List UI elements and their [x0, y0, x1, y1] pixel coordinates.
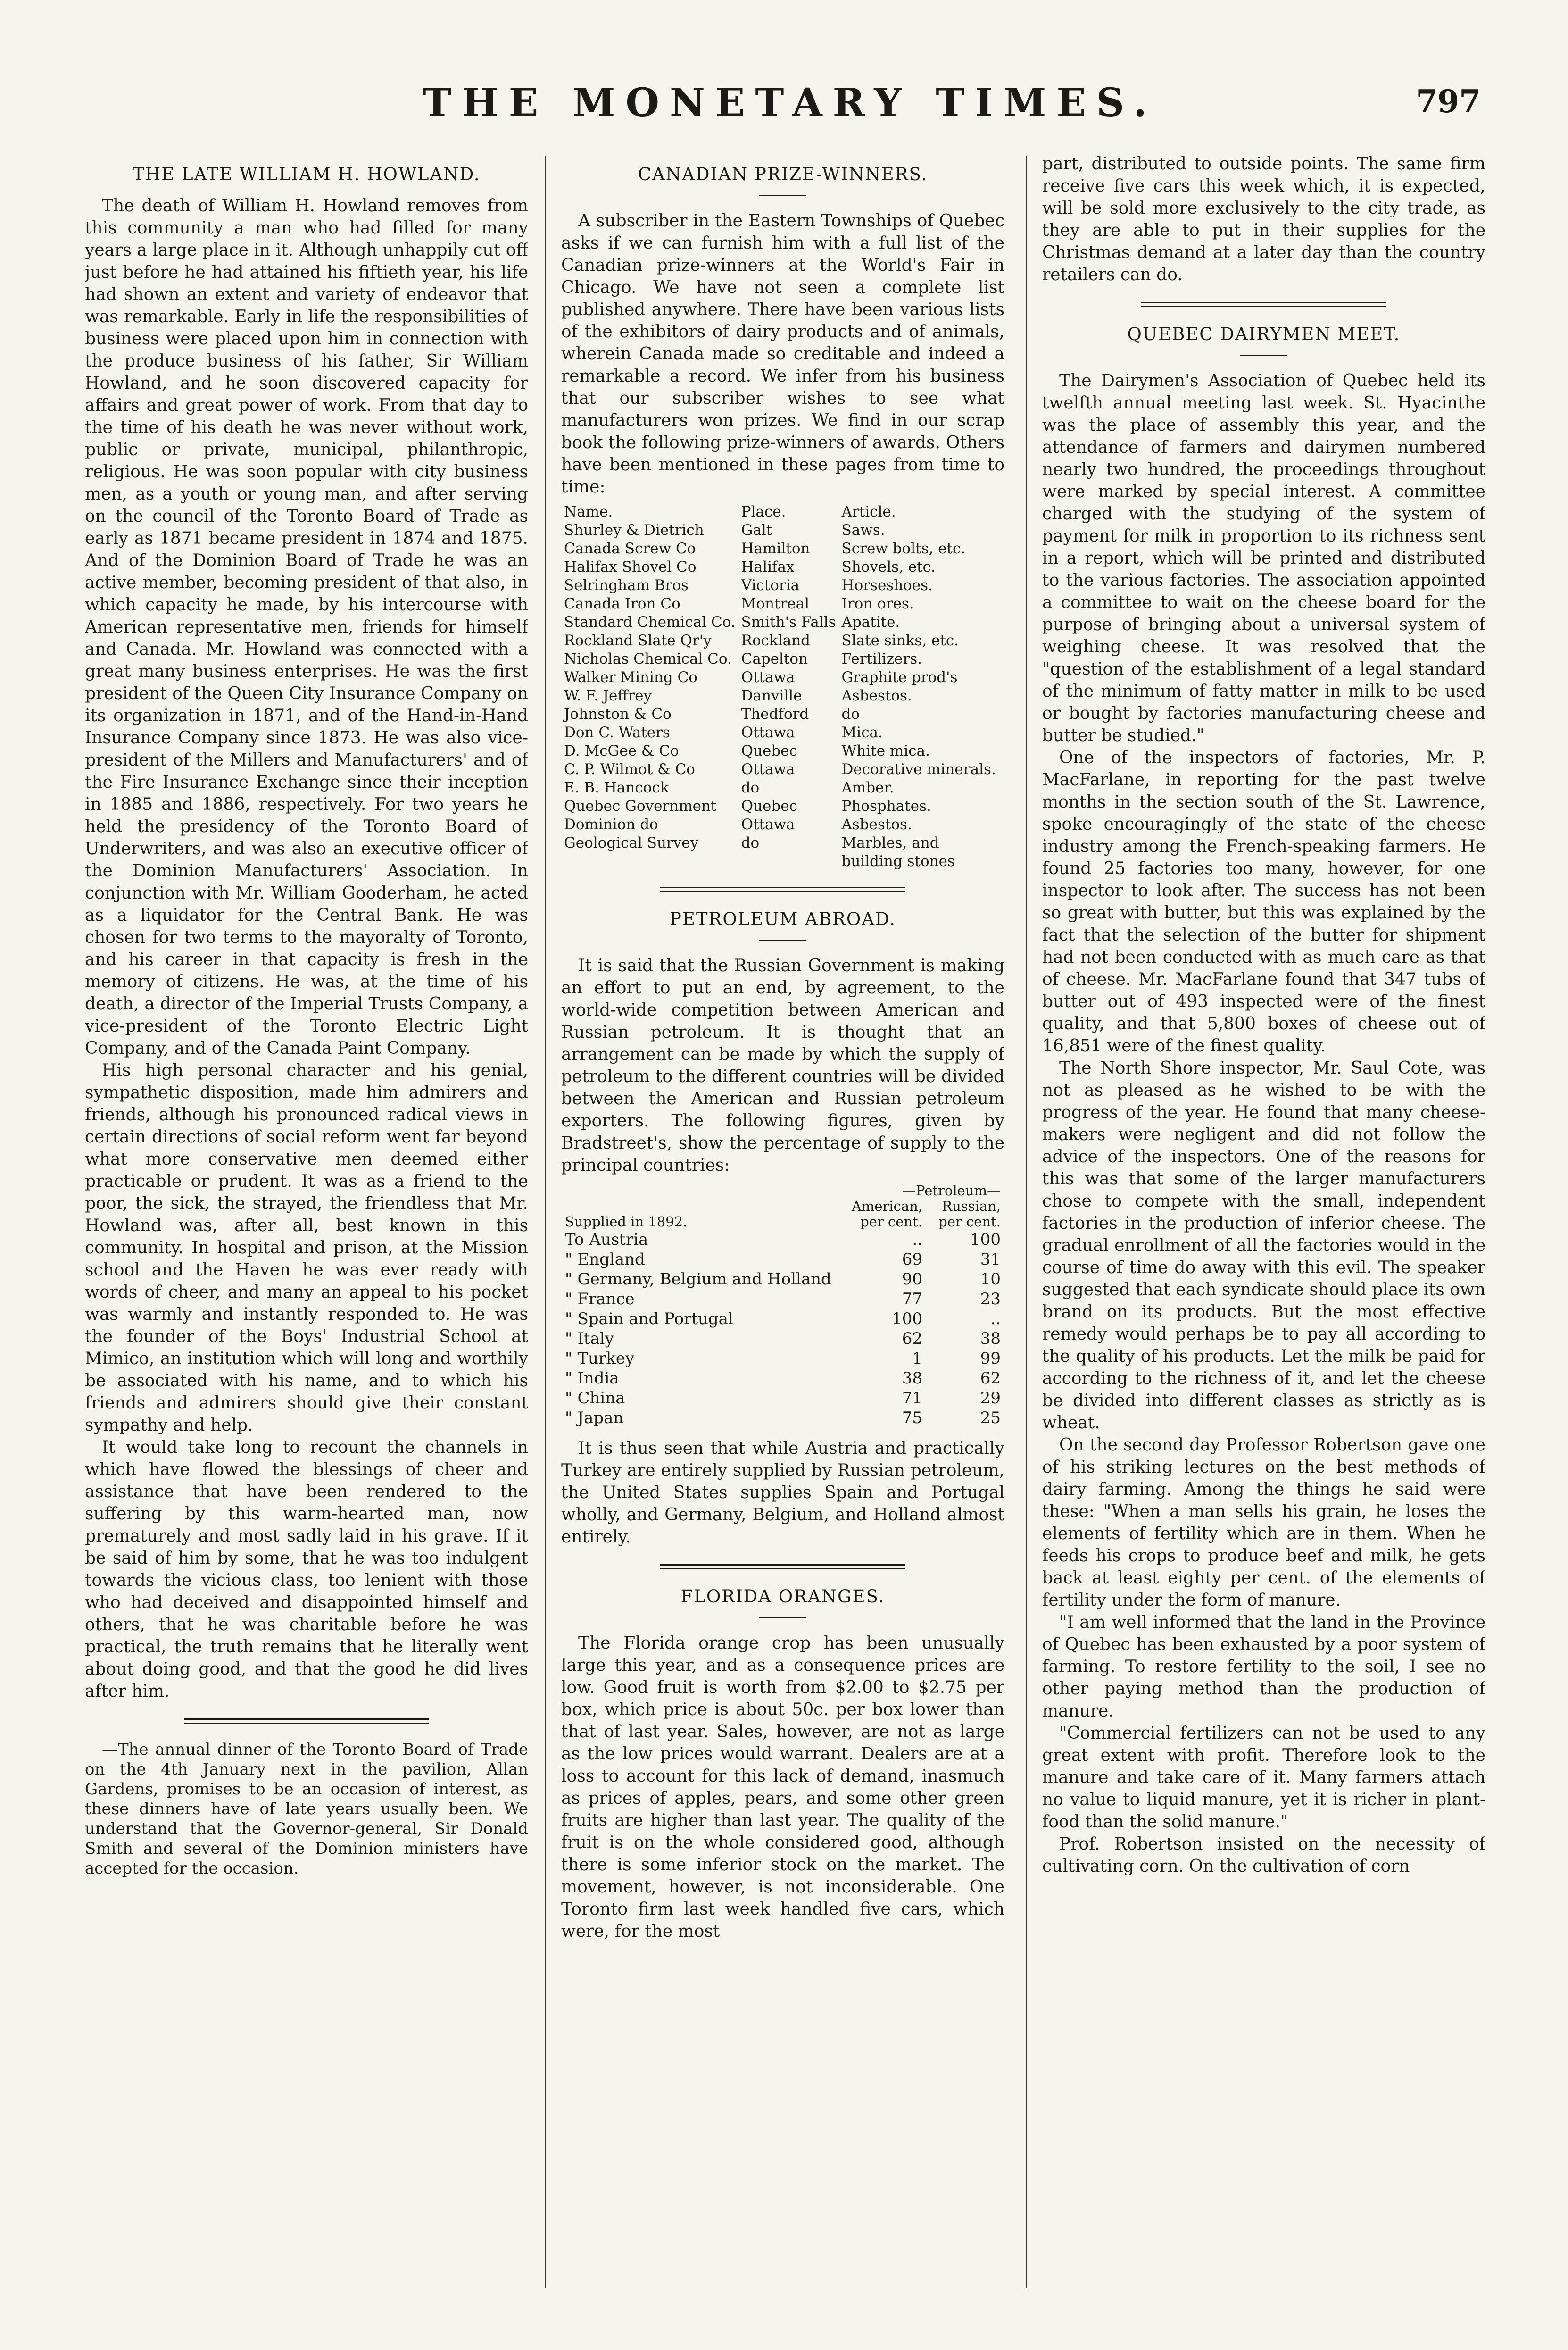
country-cell: " India — [565, 1369, 619, 1388]
florida-paragraph: The Florida orange crop has been unusually large this year, and as a consequence prices are low. Good fruit is worth from $2.00 to $2.75 per box, which price is about 50c. per box lower than that of last year. Sales, however, are not as large as the low prices would warrant. Dealers are at a loss to account for this lack of demand, inasmuch as prices of apples, pears, and some other green fruits are higher than last year. The quality of the fruit is on the whole considered good, although there is some inferior stock on the market. The movement, however, is not inconsiderable. One Toronto firm last week handled five cars, which were, for the most — [561, 1633, 1004, 1941]
country-cell: " Germany, Belgium and Holland — [565, 1270, 831, 1289]
winner-place: Victoria — [741, 577, 800, 594]
winner-name: Standard Chemical Co. — [564, 614, 736, 631]
howland-paragraph: The death of William H. Howland removes from this community a man who had filled for many years a large place in it. Although unhappily cut off just before he had attained his fiftieth year, his life had shown an extent and variety of endeavor that was remarkable. Early in life the responsibilities of business were placed upon him in connection with the produce business of his father, Sir William Howland, and he soon discovered capacity for affairs and great power of work. From that day to the time of his death he was never without work, public or private, municipal, philanthropic, religious. He was soon popular with city business men, as a youth or young man, and after serving on the council of the Toronto Board of Trade as early as 1871 became president in 1874 and 1875. And of the Dominion Board of Trade he was an active member, becoming president of that also, in which capacity he made, by his intercourse with American representative men, friends for himself and Canada. Mr. Howland was connected with a great many business enterprises. He was the first president of the Queen City Insurance Company on its organization in 1871, and of the Hand-in-Hand Insurance Company since 1873. He was also vice-president of the Millers and Manufacturers' and of the Fire Insurance Exchange since their inception in 1885 and 1886, respectively. For two years he held the presidency of the Toronto Board of Underwriters, and was also an executive officer of the Dominion Manufacturers' Association. In conjunction with Mr. William Gooderham, he acted as a liquidator for the Central Bank. He was chosen for two terms to the mayoralty of Toronto, and his career in that capacity is fresh in the memory of citizens. He was, at the time of his death, a director of the Imperial Trusts Company, a vice-president of the Toronto Electric Light Company, and of the Canada Paint Company. — [85, 196, 528, 1058]
winner-place: Halifax — [741, 558, 795, 575]
table-row — [561, 779, 1004, 797]
winner-place: Galt — [741, 522, 772, 539]
table-header: Place. — [741, 503, 786, 520]
winner-article: Fertilizers. — [841, 650, 922, 667]
winner-place: Thedford — [741, 706, 809, 723]
winner-name: W. F. Jeffrey — [564, 687, 652, 704]
column-3 — [1042, 151, 1485, 2292]
winner-article: Iron ores. — [841, 595, 914, 612]
country-cell: " France — [565, 1290, 635, 1308]
table-row — [561, 816, 1004, 834]
table-row — [561, 687, 1004, 705]
winner-place: Quebec — [741, 742, 797, 759]
winner-place: do — [741, 834, 760, 851]
section-separator — [1141, 302, 1386, 307]
winner-place: Rockland — [741, 632, 810, 649]
american-cell: 71 — [902, 1389, 922, 1408]
russian-cell: 62 — [980, 1369, 1001, 1388]
winner-article: Slate sinks, etc. — [841, 632, 959, 649]
winner-article: Marbles, and building stones — [841, 834, 955, 870]
winner-name: Geological Survey — [564, 834, 699, 851]
florida-heading: FLORIDA ORANGES. — [680, 1586, 885, 1607]
quebec-heading: QUEBEC DAIRYMEN MEET. — [1127, 324, 1401, 344]
american-cell: 77 — [902, 1290, 922, 1308]
russian-cell: 31 — [980, 1250, 1001, 1269]
winner-place: Hamilton — [741, 540, 810, 557]
heading-rule — [759, 940, 806, 941]
table-row — [561, 705, 1004, 724]
table-row — [561, 521, 1004, 540]
russian-cell: 25 — [980, 1408, 1001, 1427]
table-header: American, per cent. — [851, 1198, 922, 1230]
section-separator — [660, 1564, 905, 1569]
country-cell: " Italy — [565, 1329, 614, 1348]
american-cell: 75 — [902, 1408, 922, 1427]
winner-place: Montreal — [741, 595, 810, 612]
table-row — [561, 1408, 1004, 1428]
quebec-paragraph: Prof. Robertson insisted on the necessity of cultivating corn. On the cultivation of corn — [1042, 1834, 1485, 1876]
column-2 — [561, 151, 1004, 2292]
winner-place: Ottawa — [741, 761, 795, 778]
winner-place: Smith's Falls — [741, 614, 836, 631]
prize-paragraph: A subscriber in the Eastern Townships of Quebec asks if we can furnish him with a full list of the Canadian prize-winners at the World's Fair in Chicago. We have not seen a complete list published anywhere. There have been various lists of the exhibitors of dairy products and of animals, wherein Canada made so creditable and indeed a remarkable a record. We infer from his business that our subscriber wishes to see what manufacturers won prizes. We find in our scrap book the following prize-winners of awards. Others have been mentioned in these pages from time to time: — [561, 211, 1004, 497]
winner-article: Asbestos. — [841, 687, 912, 704]
winner-article: Shovels, etc. — [841, 558, 936, 575]
winner-article: Screw bolts, etc. — [841, 540, 966, 557]
table-header: Article. — [841, 503, 896, 520]
howland-paragraph: His high personal character and his genial, sympathetic disposition, made him admirers and friends, although his pronounced radical views in certain directions of social reform went far beyond what more conservative men deemed either practicable or prudent. It was as a friend to the poor, the sick, the strayed, the friendless that Mr. Howland was, after all, best known in this community. In hospital and prison, at the Mission school and the Haven he was ever ready with words of cheer, and many an appeal to his pocket was warmly and instantly responded to. He was the founder of the Boys' Industrial School at Mimico, an institution which will long and worthily be associated with his name, and to which his friends and admirers should give their constant sympathy and help. — [85, 1061, 528, 1435]
prize-winners-table — [561, 503, 1004, 871]
country-cell: To Austria — [565, 1230, 648, 1249]
section-separator — [660, 887, 905, 892]
table-row — [561, 1368, 1004, 1388]
heading-rule — [759, 195, 806, 196]
column-divider — [545, 156, 546, 2288]
russian-cell: 99 — [980, 1349, 1001, 1368]
winner-name: Canada Screw Co — [564, 540, 696, 557]
winner-place: Ottawa — [741, 816, 795, 833]
table-row — [561, 742, 1004, 760]
table-row — [561, 1289, 1004, 1309]
winner-name: D. McGee & Co — [564, 742, 679, 759]
american-cell: 90 — [902, 1270, 922, 1289]
russian-cell: 10 — [980, 1270, 1001, 1289]
country-cell: " China — [565, 1389, 625, 1408]
russian-cell: .. — [990, 1309, 1001, 1328]
board-of-trade-note: —The annual dinner of the Toronto Board of Trade on the 4th January next in the pavilion, Allan Gardens, promises to be an occasion of interest, as these dinners have of late years usually been. We understand that the Governor-general, Sir Donald Smith and several of the Dominion ministers have accepted for the occasion. — [85, 1740, 528, 1878]
masthead-title: THE MONETARY TIMES. — [423, 80, 1157, 125]
column-1 — [85, 151, 528, 2292]
russian-cell: 29 — [980, 1389, 1001, 1408]
masthead — [85, 80, 1495, 146]
page-number: 797 — [1416, 83, 1481, 120]
russian-cell: 38 — [980, 1329, 1001, 1348]
winner-place: Ottawa — [741, 724, 795, 741]
winner-place: Danville — [741, 687, 802, 704]
winner-article: Amber. — [841, 779, 894, 796]
table-row — [561, 576, 1004, 595]
table-row — [561, 558, 1004, 576]
winner-name: Dominion do — [564, 816, 658, 833]
petroleum-table — [561, 1183, 1004, 1428]
column-divider — [1026, 156, 1027, 2288]
table-row — [561, 668, 1004, 687]
winner-place: Ottawa — [741, 669, 795, 686]
winner-name: Walker Mining Co — [564, 669, 697, 686]
country-cell: " Turkey — [565, 1349, 635, 1368]
winner-place: Capelton — [741, 650, 808, 667]
section-separator — [184, 1718, 429, 1724]
table-row — [561, 1329, 1004, 1349]
petroleum-heading: PETROLEUM ABROAD. — [669, 909, 896, 929]
quebec-paragraph: The North Shore inspector, Mr. Saul Cote, was not as pleased as he wished to be with the progress of the year. He found that many cheese-makers were negligent and did not follow the advice of the inspectors. One of the reasons for this was that some of the larger manufacturers chose to compete with the small, independent factories in the production of inferior cheese. The gradual enrollment of all the factories would in the course of time do away with this evil. The speaker suggested that each syndicate should place its own brand on its products. But the most effective remedy would perhaps be to pay all according to the quality of his products. Let the milk be paid for according to the richness of it, and let the cheese be divided into different classes as strictly as is wheat. — [1042, 1058, 1485, 1433]
quebec-paragraph: On the second day Professor Robertson gave one of his striking lectures on the best methods of dairy farming. Among the things he said were these: "When a man sells his grain, he loses the elements of fertility which are in them. When he feeds his crops to produce beef and milk, he gets back at least eighty per cent. of the elements of fertility under the form of manure. — [1042, 1435, 1485, 1610]
winner-article: Decorative minerals. — [841, 761, 996, 778]
table-row — [561, 1250, 1004, 1269]
winner-name: Halifax Shovel Co — [564, 558, 697, 575]
quebec-paragraph: The Dairymen's Association of Quebec held its twelfth annual meeting last week. St. Hyacinthe was the place of assembly this year, and the attendance of farmers and dairymen numbered nearly two hundred, the proceedings throughout were marked by special interest. A committee charged with the studying of the system of payment for milk in proportion to its richness sent in a report, which will be printed and distributed to the various factories. The association appointed a committee to wait on the cheese board for the purpose of bringing about a universal system of weighing cheese. It was resolved that the "question of the establishment of a legal standard of the minimum of fatty matter in milk to be used or bought by factories manufacturing cheese and butter be studied." — [1042, 371, 1485, 745]
table-row — [561, 724, 1004, 742]
table-row — [561, 760, 1004, 779]
quebec-paragraph: One of the inspectors of factories, Mr. P. MacFarlane, in reporting for the past twelve months in the section south of the St. Lawrence, spoke encouragingly of the state of the cheese industry among the French-speaking farmers. He found 25 factories too many, however, for one inspector to look after. The success has not been so great with butter, but this was explained by the fact that the selection of the butter for shipment had not been conducted with as much care as that of cheese. Mr. MacFarlane found that 347 tubs of butter out of 493 inspected were of the finest quality, and that 5,800 boxes of cheese out of 16,851 were of the finest quality. — [1042, 748, 1485, 1056]
winner-article: do — [841, 706, 860, 723]
american-cell: 1 — [912, 1349, 922, 1368]
russian-cell: 100 — [970, 1230, 1001, 1249]
table-row — [561, 1349, 1004, 1368]
table-row — [561, 1269, 1004, 1289]
winner-article: Phosphates. — [841, 798, 931, 815]
quebec-paragraph: "Commercial fertilizers can not be used to any great extent with profit. Therefore look to the manure and take care of it. Many farmers attach no value to liquid manure, yet it is richer in plant-food than the solid manure." — [1042, 1724, 1485, 1832]
winner-article: Mica. — [841, 724, 883, 741]
table-row — [561, 540, 1004, 558]
winner-article: Saws. — [841, 522, 885, 539]
table-row — [561, 1388, 1004, 1408]
table-row — [561, 650, 1004, 668]
table-row — [561, 797, 1004, 816]
prize-heading: CANADIAN PRIZE-WINNERS. — [638, 164, 928, 184]
winner-place: Quebec — [741, 798, 797, 815]
table-header: Supplied in 1892. — [565, 1214, 688, 1230]
russian-cell: 23 — [980, 1290, 1001, 1308]
table-row — [561, 595, 1004, 613]
american-cell: 69 — [902, 1250, 922, 1269]
table-row — [561, 613, 1004, 632]
howland-heading: THE LATE WILLIAM H. HOWLAND. — [133, 164, 481, 184]
winner-article: Horseshoes. — [841, 577, 933, 594]
american-cell: 62 — [902, 1329, 922, 1348]
american-cell: .. — [912, 1230, 922, 1249]
winner-place: do — [741, 779, 760, 796]
winner-name: Nicholas Chemical Co. — [564, 650, 732, 667]
winner-name: Selringham Bros — [564, 577, 689, 594]
petroleum-group-label: —Petroleum— — [902, 1183, 1001, 1199]
winner-article: White mica. — [841, 742, 930, 759]
table-header: Name. — [564, 503, 613, 520]
winner-name: Don C. Waters — [564, 724, 670, 741]
winner-name: Shurley & Dietrich — [564, 522, 704, 539]
country-cell: " Spain and Portugal — [565, 1309, 733, 1328]
american-cell: 100 — [892, 1309, 922, 1328]
table-row — [561, 1230, 1004, 1250]
florida-continued: part, distributed to outside points. The same firm receive five cars this week which, it is expected, will be sold more exclusively to the city trade, as they are able to put in their supplies for the Christmas demand at a later day than the country retailers can do. — [1042, 154, 1485, 284]
winner-name: Rockland Slate Qr'y — [564, 632, 712, 649]
table-row — [561, 1309, 1004, 1329]
american-cell: 38 — [902, 1369, 922, 1388]
winner-name: E. B. Hancock — [564, 779, 669, 796]
heading-rule — [1240, 355, 1287, 356]
petroleum-closing: It is thus seen that while Austria and practically Turkey are entirely supplied by Russian petroleum, the United States supplies Spain and Portugal wholly, and Germany, Belgium, and Holland almost entirely. — [561, 1439, 1004, 1547]
table-row — [561, 834, 1004, 871]
table-header: Russian, per cent. — [938, 1198, 1001, 1230]
winner-name: C. P. Wilmot & Co — [564, 761, 695, 778]
winner-name: Johnston & Co — [564, 706, 672, 723]
quebec-paragraph: "I am well informed that the land in the Province of Quebec has been exhausted by a poor system of farming. To restore fertility to the soil, I see no other paying method than the production of manure. — [1042, 1613, 1485, 1721]
winner-name: Quebec Government — [564, 798, 717, 815]
winner-article: Asbestos. — [841, 816, 912, 833]
country-cell: " Japan — [565, 1408, 624, 1427]
newspaper-page — [85, 80, 1495, 2297]
petroleum-paragraph: It is said that the Russian Government is making an effort to put an end, by agreement, to the world-wide competition between American and Russian petroleum. It is thought that an arrangement can be made by which the supply of petroleum to the different countries will be divided between the American and Russian petroleum exporters. The following figures, given by Bradstreet's, show the percentage of supply to the principal countries: — [561, 956, 1004, 1175]
winner-article: Apatite. — [841, 614, 900, 631]
winner-name: Canada Iron Co — [564, 595, 680, 612]
howland-paragraph: It would take long to recount the channels in which have flowed the blessings of cheer and assistance that have been rendered to the suffering by this warm-hearted man, now prematurely and most sadly laid in his grave. If it be said of him by some, that he was too indulgent towards the vicious class, too lenient with those who had deceived and disappointed himself and others, that he was charitable before he was practical, the truth remains that he literally went about doing good, and that the good he did lives after him. — [85, 1438, 528, 1701]
country-cell: " England — [565, 1250, 645, 1269]
heading-rule — [759, 1617, 806, 1618]
table-row — [561, 632, 1004, 650]
winner-article: Graphite prod's — [841, 669, 958, 686]
